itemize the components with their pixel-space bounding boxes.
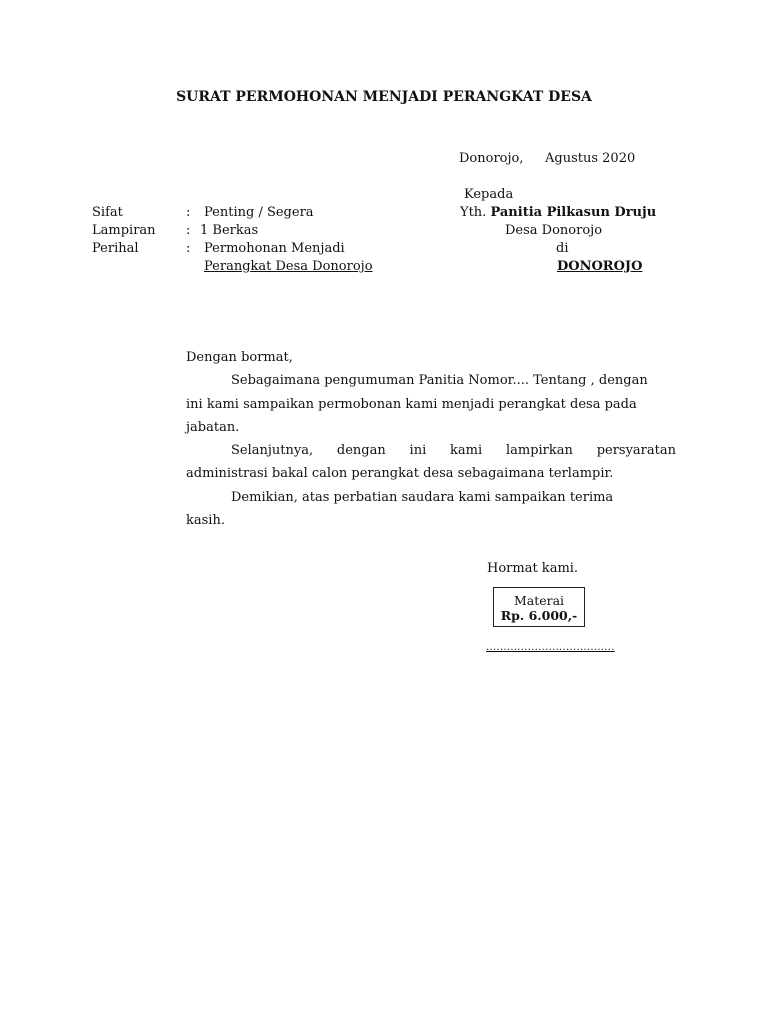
body-line: Demikian, atas perbatian saudara kami sampaikan terima <box>231 490 614 505</box>
signature-line: ..................................... <box>486 642 615 653</box>
meta-label-lampiran: Lampiran <box>92 223 156 238</box>
recipient-line <box>460 205 656 221</box>
place: Donorojo, <box>459 151 524 166</box>
meta-sep: : <box>186 223 191 238</box>
meta-value-sifat: Penting / Segera <box>204 205 314 220</box>
body-line: ini kami sampaikan permobonan kami menjadi perangkat desa pada <box>186 397 637 412</box>
body-line: Sebagaimana pengumuman Panitia Nomor.... Tentang , dengan <box>231 373 648 388</box>
letter-title: SURAT PERMOHONAN MENJADI PERANGKAT DESA <box>176 89 592 105</box>
meta-value-lampiran: 1 Berkas <box>200 223 259 238</box>
recipient-kepada: Kepada <box>464 187 514 202</box>
body-line: Selanjutnya, dengan ini kami lampirkan persyaratan <box>231 443 676 458</box>
recipient-name: Panitia Pilkasun Druju <box>490 205 657 220</box>
meta-sep: : <box>186 205 191 220</box>
meta-value-perihal: Permohonan Menjadi <box>204 241 345 256</box>
stamp-line1: Materai <box>513 593 565 608</box>
meta-sep: : <box>186 241 191 256</box>
body-line: administrasi bakal calon perangkat desa sebagaimana terlampir. <box>186 466 614 481</box>
recipient-di: di <box>556 241 569 256</box>
closing-hormat: Hormat kami. <box>487 561 579 576</box>
body-line: jabatan. <box>186 420 240 435</box>
meta-value-perihal-2: Perangkat Desa Donorojo <box>204 259 373 274</box>
meta-label-sifat: Sifat <box>92 205 123 220</box>
meta-label-perihal: Perihal <box>92 241 139 256</box>
recipient-yth: Yth. <box>460 205 487 220</box>
recipient-city: DONOROJO <box>557 259 643 274</box>
greeting: Dengan bormat, <box>186 350 293 365</box>
stamp-line2: Rp. 6.000,- <box>500 608 578 623</box>
body-line: kasih. <box>186 513 225 528</box>
date: Agustus 2020 <box>545 151 636 166</box>
recipient-desa: Desa Donorojo <box>505 223 603 238</box>
materai-stamp <box>493 587 585 627</box>
